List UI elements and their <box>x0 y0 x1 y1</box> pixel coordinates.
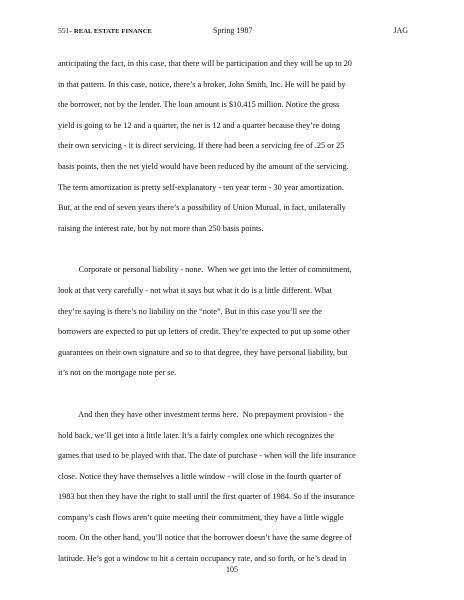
author-initials: JAG <box>393 26 408 35</box>
paragraph-spacer <box>58 384 408 405</box>
transcript-body <box>58 54 408 570</box>
text-line: But, at the end of seven years there’s a possibility of Union Mutual, in fact, unilaterally <box>58 203 346 213</box>
course-title <box>58 26 152 35</box>
paragraph-2 <box>58 260 408 384</box>
text-line: anticipating the fact, in this case, that there will be participation and they will be up to 20 <box>58 59 352 68</box>
text-line: it’s not on the mortgage note per se. <box>58 368 177 378</box>
text-line: 1983 but then they have the right to stall until the first quarter of 1984. So if the insurance <box>58 492 355 502</box>
paragraph-1 <box>58 54 408 239</box>
page-number: 105 <box>226 565 238 574</box>
text-line: in that pattern. In this case, notice, there’s a broker, John Smith, Inc. He will be paid by <box>58 79 346 89</box>
text-line: latitude. He’s got a window to hit a certain occupancy rate, and so forth, or he’s dead in <box>58 554 347 564</box>
course-name: REAL ESTATE FINANCE <box>73 28 153 35</box>
text-line: Corporate or personal liability - none. When we get into the letter of commitment, <box>58 265 352 275</box>
text-line: yield is going to be 12 and a quarter, the net is 12 and a quarter because they’re doing <box>58 120 341 130</box>
text-line: games that used to be played with that. The date of purchase - when will the life insurance <box>58 451 356 461</box>
text-line: raising the interest rate, but by not more than 250 basis points. <box>58 223 264 233</box>
text-line: hold back, we’ll get into a little later. It’s a fairly complex one which recognizes the <box>58 430 335 440</box>
paragraph-3 <box>58 405 408 570</box>
text-line: they’re saying is there’s no liability on the “note”. But in this case you’ll see the <box>58 306 322 316</box>
text-line: company’s cash flows aren’t quite meeting their commitment, they have a little wiggle <box>58 512 344 522</box>
text-line: look at that very carefully - not what it says but what it do is a little different. What <box>58 285 332 295</box>
course-number: 551- <box>58 26 74 35</box>
text-line: room. On the other hand, you’ll notice that the borrower doesn’t have the same degree of <box>58 533 352 543</box>
text-line: the borrower, not by the lender. The loan amount is $10.415 million. Notice the gross <box>58 100 340 110</box>
page-header <box>58 26 408 38</box>
text-line: guarantees on their own signature and so to that degree, they have personal liability, but <box>58 347 348 357</box>
text-line: their own servicing - it is direct servicing. If there had been a servicing fee of .25 or 25 <box>58 141 345 151</box>
term-label: Spring 1987 <box>213 26 253 35</box>
text-line: close. Notice they have themselves a little window - will close in the fourth quarter of <box>58 471 342 481</box>
paragraph-spacer <box>58 239 408 260</box>
text-line: borrowers are expected to put up letters of credit. They’re expected to put up some other <box>58 327 350 337</box>
text-line: The term amortization is pretty self-explanatory - ten year term - 30 year amortization. <box>58 182 344 192</box>
text-line: basis points, then the net yield would have been reduced by the amount of the servicing. <box>58 161 349 171</box>
text-line: And then they have other investment terms here. No prepayment provision - the <box>58 409 344 419</box>
